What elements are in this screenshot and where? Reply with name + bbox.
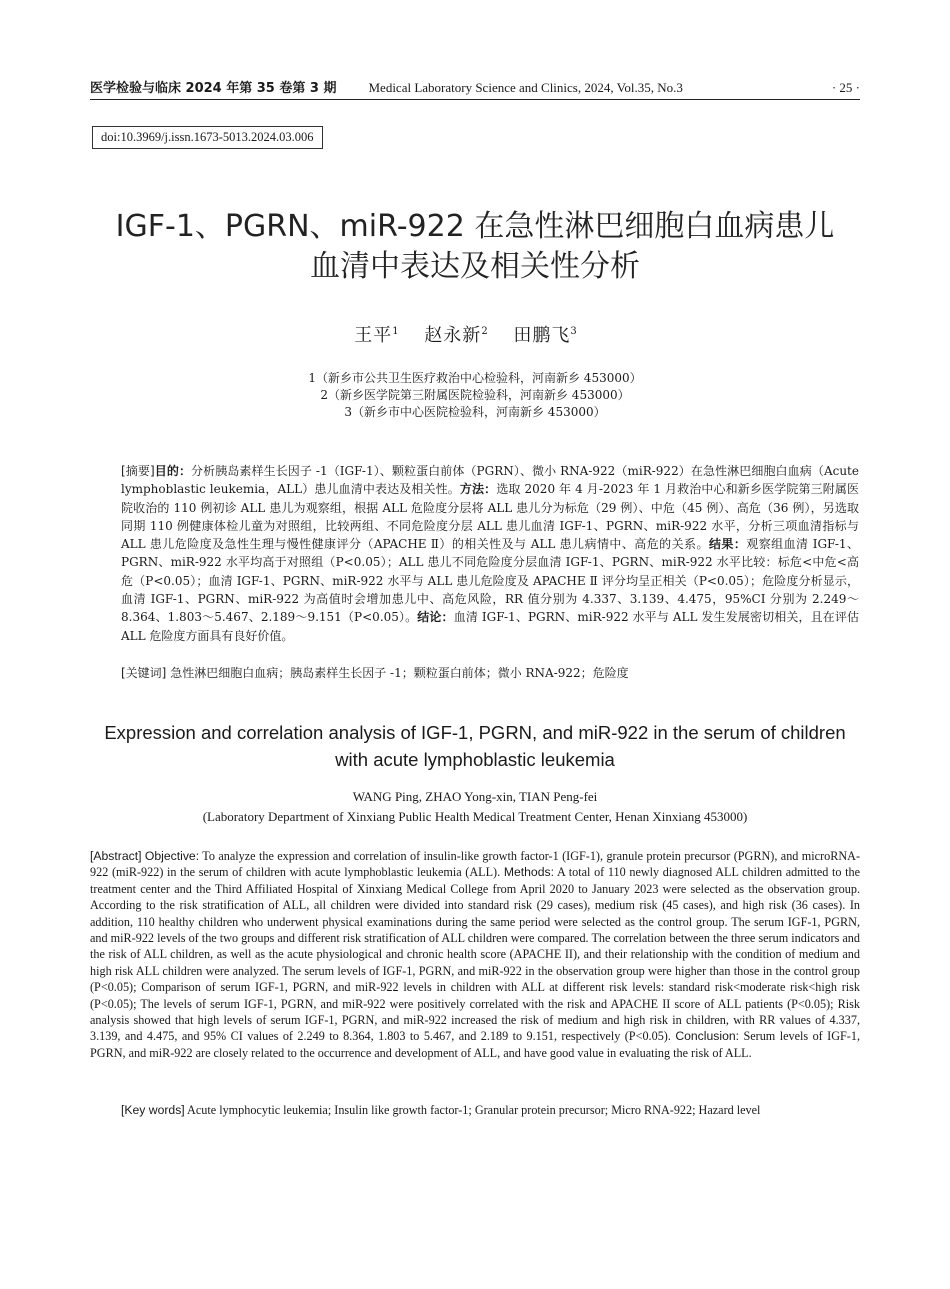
doi-box: doi:10.3969/j.issn.1673-5013.2024.03.006: [92, 126, 323, 149]
header-rule: [90, 99, 860, 100]
journal-name-en: Medical Laboratory Science and Clinics, 2024, Vol.35, No.3: [368, 80, 683, 95]
results-label: 结果：: [708, 537, 747, 552]
authors-en: WANG Ping, ZHAO Yong-xin, TIAN Peng-fei: [352, 789, 598, 804]
title-cn-line1: IGF-1、PGRN、miR-922 在急性淋巴细胞白血病患儿: [115, 209, 835, 244]
page-number: · 25 ·: [831, 80, 860, 95]
abstract-en: [90, 848, 860, 1061]
abstract-cn: [121, 462, 859, 645]
keywords-text: Acute lymphocytic leukemia; Insulin like growth factor-1; Granular protein precursor; Micro RNA-922; Hazard level: [187, 1103, 761, 1117]
affiliation-line: 2（新乡医学院第三附属医院检验科，河南新乡 453000）: [320, 388, 630, 402]
conclusion-text: 血清 IGF-1、PGRN、miR-922 水平与 ALL 发生发展密切相关，且在评估 ALL 危险度方面具有良好价值。: [121, 610, 859, 643]
methods-text: 选取 2020 年 4 月-2023 年 1 月救治中心和新乡医学院第三附属医院收治的 110 例初诊 ALL 患儿为观察组，根据 ALL 危险度分层将 ALL 患儿分为标危（29 例）、中危（45 例）、高危（36 例），另选取同期 110 例健康体检儿童为对照组，比较两组、不同危险度分层 ALL 患儿血清 IGF-1、PGRN、miR-922 水平，分析三项血清指标与 ALL 患儿危险度及急性生理与慢性健康评分（APACHE Ⅱ）的相关性及与 ALL 患儿病情中、高危的关系。: [121, 482, 859, 552]
methods-text: A total of 110 newly diagnosed ALL children admitted to the treatment center and the Third Affiliated Hospital of Xinxiang Medical College from April 2020 to January 2023 were selected as the observation group. According to the risk stratification of ALL, all children were divided into standard risk (29 cases), medium risk (45 cases), and high risk (36 cases). In addition, 110 healthy children who underwent physical examinations during the same period were selected as the control group. The serum IGF-1, PGRN, and miR-922 levels of the two groups and different risk stratification of ALL children were compared. The correlation between the three serum indicators and the risk of ALL children, as well as the acute physiological and chronic health score (APACHE II), and their relationship with the condition of medium and high risk ALL children were analyzed. The serum levels of IGF-1, PGRN, and miR-922 in the observation group were higher than those in the control group (P<0.05); Comparison of serum IGF-1, PGRN, and miR-922 levels in children with ALL at different risk levels: standard risk<moderate risk<high risk (P<0.05); The levels of serum IGF-1, PGRN, and miR-922 were positively correlated with the risk and APACHE II score of ALL patients (P<0.05); Risk analysis showed that high levels of serum IGF-1, PGRN, and miR-922 increased the risk of medium and high risk in children, with RR values of 4.337, 3.139, and 4.475, and 95% CI values of 2.249 to 8.364, 1.803 to 5.467, and 2.189 to 9.151, respectively (P<0.05).: [90, 865, 861, 1044]
conclusion-label: Conclusion:: [675, 1029, 740, 1044]
author-name: 王平: [354, 325, 393, 346]
keywords-en: [121, 1102, 861, 1118]
conclusion-text: Serum levels of IGF-1, PGRN, and miR-922 are closely related to the occurrence and development of ALL, and have good value in evaluating the risk of ALL.: [90, 1029, 860, 1060]
objective-text: 分析胰岛素样生长因子 -1（IGF-1）、颗粒蛋白前体（PGRN）、微小 RNA-922（miR-922）在急性淋巴细胞白血病（Acute lymphoblastic leukemia，ALL）患儿血清中表达及相关性。: [121, 464, 859, 497]
methods-label: 方法：: [459, 482, 497, 497]
author-sup: 3: [570, 326, 578, 337]
objective-label: Objective:: [144, 849, 200, 863]
title-en-line1: Expression and correlation analysis of IGF-1, PGRN, and miR-922 in the serum of children: [104, 722, 846, 743]
affiliations-cn: [0, 370, 950, 421]
journal-name-cn: 医学检验与临床 2024 年第 35 卷第 3 期: [90, 81, 337, 96]
abstract-label: [摘要]: [121, 464, 155, 478]
methods-label: Methods:: [503, 865, 554, 880]
author-sup: 1: [392, 326, 400, 337]
keywords-label: [关键词]: [121, 666, 167, 680]
author-name: 田鹏飞: [513, 325, 571, 346]
author-sup: 2: [481, 326, 489, 337]
objective-text: To analyze the expression and correlation of insulin-like growth factor-1 (IGF-1), granule protein precursor (PGRN), and microRNA-922 (miR-922) in the serum of children with acute lymphoblastic leukemia (ALL).: [90, 849, 861, 880]
affiliation-en: (Laboratory Department of Xinxiang Public Health Medical Treatment Center, Henan Xinxiang 453000): [202, 809, 748, 824]
article-title-cn: [70, 207, 880, 287]
title-cn-line2: 血清中表达及相关性分析: [310, 249, 640, 284]
article-title-en: [80, 719, 870, 773]
results-text: 观察组血清 IGF-1、PGRN、miR-922 水平均高于对照组（P<0.05）；ALL 患儿不同危险度分层血清 IGF-1、PGRN、miR-922 水平比较：标危<中危<高危（P<0.05）；血清 IGF-1、PGRN、miR-922 水平与 ALL 患儿危险度及 APACHE Ⅱ 评分均呈正相关（P<0.05）；危险度分析显示，血清 IGF-1、PGRN、miR-922 为高值时会增加患儿中、高危风险，RR 值分别为 4.337、3.139、4.475，95%CI 分别为 2.249～8.364、1.803～5.467、2.189～9.151（P<0.05）。: [121, 537, 859, 625]
abstract-label: [Abstract]: [90, 849, 142, 863]
objective-label: 目的：: [154, 464, 192, 478]
affiliation-line: 3（新乡市中心医院检验科，河南新乡 453000）: [344, 405, 606, 419]
running-header: [90, 77, 860, 96]
author-name: 赵永新: [424, 325, 482, 346]
keywords-label: [Key words]: [121, 1103, 185, 1117]
keywords-text: 急性淋巴细胞白血病；胰岛素样生长因子 -1；颗粒蛋白前体；微小 RNA-922；危险度: [170, 666, 629, 680]
conclusion-label: 结论：: [417, 610, 454, 625]
title-en-line2: with acute lymphoblastic leukemia: [335, 749, 615, 770]
keywords-cn: [121, 664, 859, 682]
authors-cn: [0, 321, 950, 347]
affiliation-line: 1（新乡市公共卫生医疗救治中心检验科，河南新乡 453000）: [308, 371, 642, 385]
